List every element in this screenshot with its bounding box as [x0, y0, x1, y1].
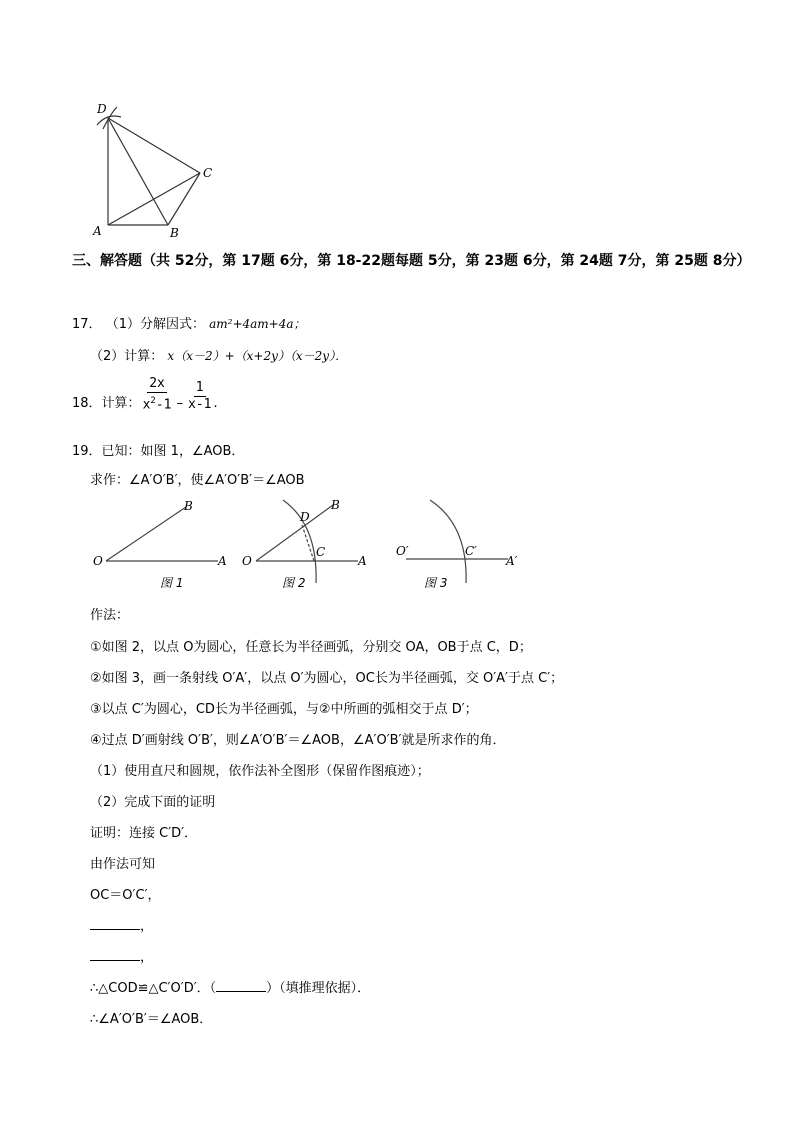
proof-line-2: 由作法可知 — [90, 857, 156, 872]
label-a-prime: A′ — [506, 554, 518, 568]
proof-blank-line-1: ， — [90, 915, 153, 934]
figure-quadrilateral — [85, 95, 235, 240]
proof-line-1: 证明：连接 C′D′． — [90, 826, 198, 841]
q18 — [72, 376, 218, 413]
fraction-2-numerator: 1 — [195, 380, 204, 396]
question-number: 18． — [72, 396, 102, 412]
label-d: D — [300, 510, 310, 524]
q18-label: 计算： — [101, 396, 141, 412]
label-o: O — [93, 554, 103, 568]
label-o: O — [242, 554, 252, 568]
q19-construct: 求作：∠A′O′B′，使∠A′O′B′＝∠AOB — [90, 473, 305, 488]
q17-part2-label: （2）计算： — [90, 349, 164, 364]
q17-part2-expression: x（x－2）+（x+2y）（x－2y）． — [167, 349, 348, 363]
figure-1 — [88, 495, 238, 595]
label-c: C — [203, 166, 213, 180]
q17-part1 — [72, 313, 306, 332]
q19-given — [72, 440, 244, 459]
minus-sign: – — [176, 396, 183, 412]
q17-part2 — [90, 345, 347, 364]
q17-part1-expression: am²+4am+4a； — [209, 317, 306, 331]
proof-line-3: OC＝O′C′， — [90, 888, 161, 903]
q18-end: . — [213, 396, 218, 412]
figure-3 — [388, 495, 528, 595]
question-number: 19． — [72, 444, 102, 459]
q19-given-text: 已知：如图 1，∠AOB． — [101, 444, 245, 459]
step-2: ②如图 3，画一条射线 O′A′，以点 O′为圆心，OC长为半径画弧，交 O′A′于点 C′； — [90, 671, 564, 686]
step-3: ③以点 C′为圆心，CD长为半径画弧，与②中所画的弧相交于点 D′； — [90, 702, 478, 717]
label-c-prime: C′ — [465, 544, 477, 558]
q17-part1-label: （1）分解因式： — [105, 317, 205, 332]
proof-line-6-prefix: ∴△COD≌△C′O′D′．（ — [90, 981, 217, 996]
step-4: ④过点 D′画射线 O′B′，则∠A′O′B′＝∠AOB，∠A′O′B′就是所求作的角． — [90, 733, 506, 748]
proof-line-6-suffix: ）（填推理依据）． — [266, 981, 371, 996]
label-b: B — [331, 498, 340, 512]
ray-ob — [106, 507, 186, 561]
fraction-2 — [186, 380, 213, 413]
label-d: D — [97, 102, 107, 116]
sub-question-2: （2）完成下面的证明 — [90, 795, 216, 810]
proof-line-7: ∴∠A′O′B′＝∠AOB． — [90, 1012, 213, 1027]
fraction-1 — [141, 376, 174, 413]
question-number: 17． — [72, 317, 102, 332]
label-b: B — [170, 226, 179, 240]
arc-c-prime — [430, 500, 466, 583]
proof-blank-line-2: ， — [90, 946, 153, 965]
figure-3-caption: 图 3 — [424, 576, 448, 590]
figure-2-caption: 图 2 — [282, 576, 306, 590]
label-a: A — [218, 554, 227, 568]
section-heading: 三、解答题（共 52分，第 17题 6分，第 18-22题每题 5分，第 23题 6分，第 24题 7分，第 25题 8分） — [72, 253, 751, 269]
figure-2 — [238, 495, 388, 595]
answer-blank-1[interactable] — [90, 917, 140, 930]
proof-line-6 — [90, 977, 370, 996]
label-b: B — [184, 499, 193, 513]
sub-question-1: （1）使用直尺和圆规，依作法补全图形（保留作图痕迹）； — [90, 764, 430, 779]
segment-ac — [108, 173, 200, 225]
fraction-1-denominator: $x^2-1$ — [142, 396, 172, 413]
method-title: 作法： — [90, 608, 130, 623]
reason-blank[interactable] — [216, 979, 266, 992]
label-o-prime: O′ — [396, 544, 409, 558]
label-c: C — [316, 545, 326, 559]
segment-bc — [168, 173, 200, 225]
answer-blank-2[interactable] — [90, 948, 140, 961]
figure-1-caption: 图 1 — [160, 576, 184, 590]
fraction-1-numerator: 2x — [149, 376, 165, 391]
label-a: A — [358, 554, 367, 568]
segment-db — [108, 118, 168, 225]
segment-dc — [108, 118, 200, 173]
step-1: ①如图 2，以点 O为圆心，任意长为半径画弧，分别交 OA，OB于点 C，D； — [90, 640, 532, 655]
label-a: A — [93, 224, 102, 238]
fraction-2-denominator: x-1 — [187, 397, 212, 413]
